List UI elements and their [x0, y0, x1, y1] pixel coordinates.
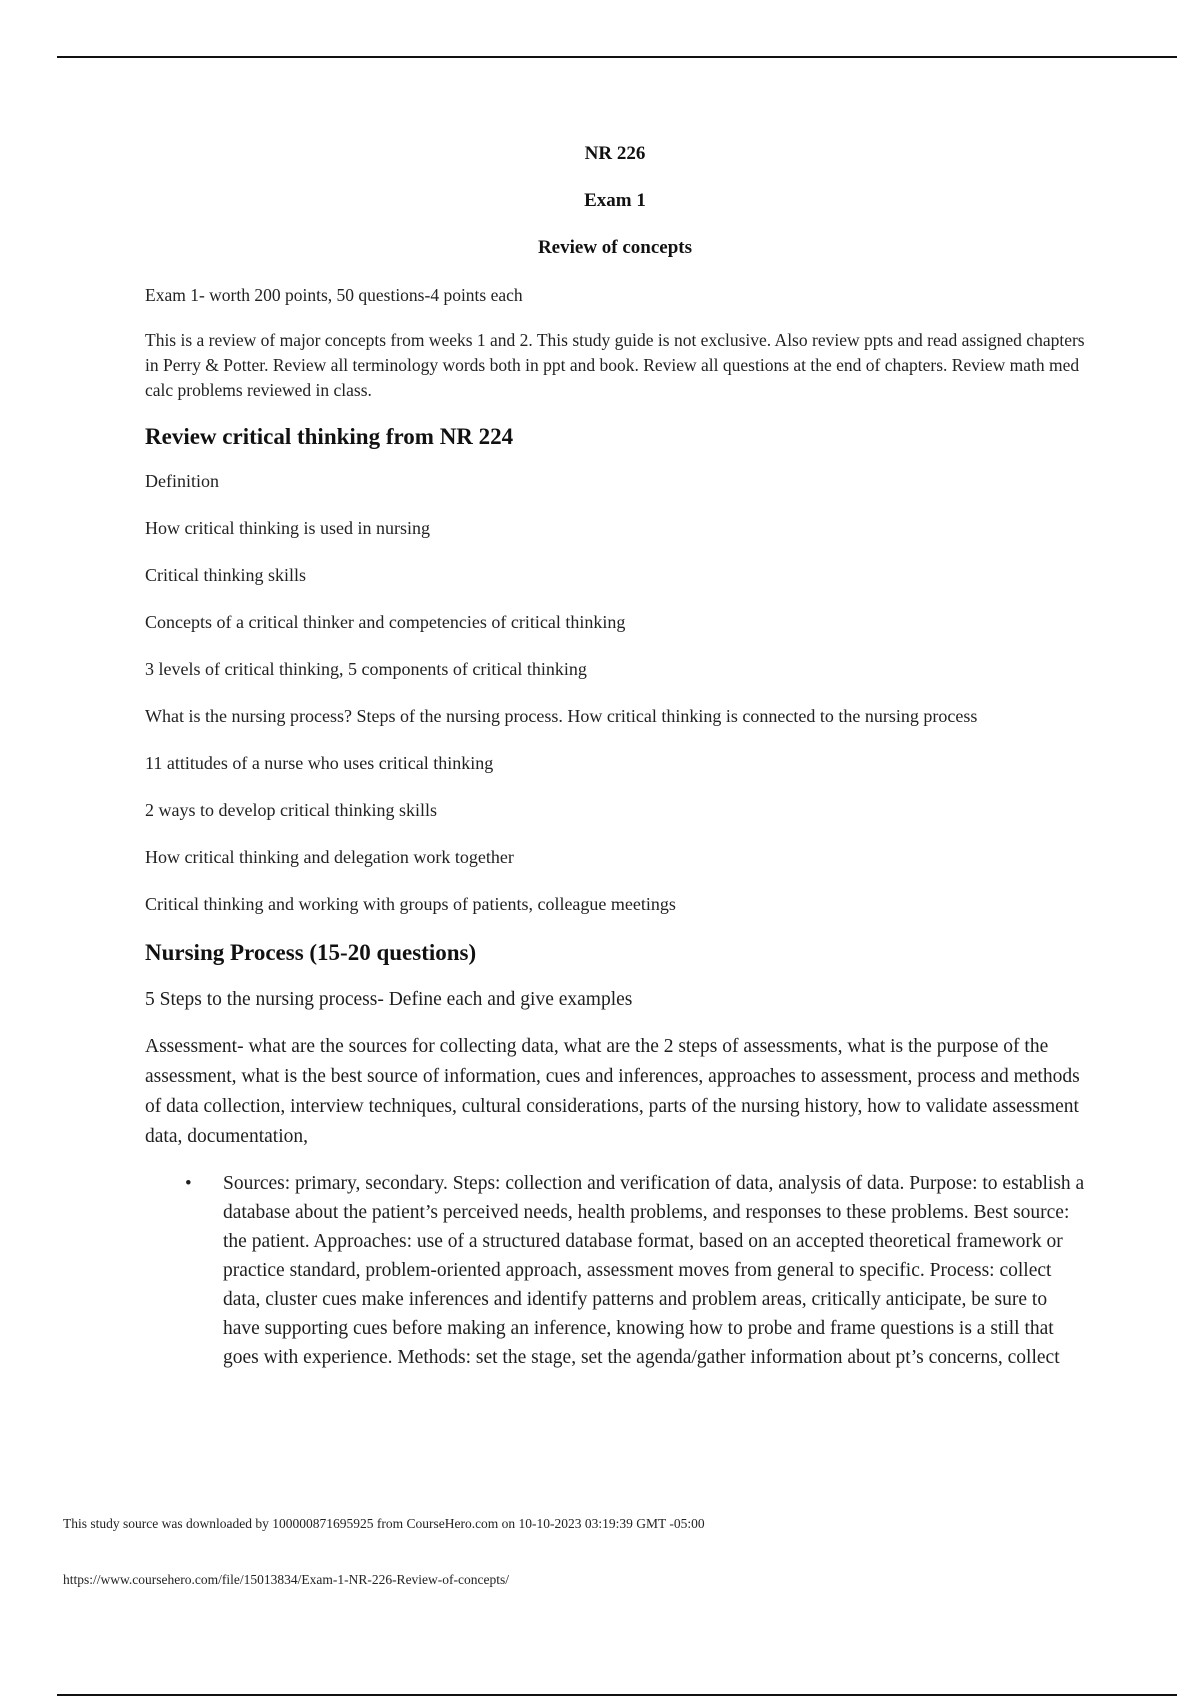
assessment-paragraph: Assessment- what are the sources for collecting data, what are the 2 steps of assessments, what is the purpose of the assessment, what is the best source of information, cues and inferences, approaches to assessment, process and methods of data collection, interview techniques, cultural considerations, parts of the nursing history, how to validate assessment data, documentation,: [145, 1036, 1080, 1147]
bullet-text: Sources: primary, secondary. Steps: collection and verification of data, analysis of data. Purpose: to establish a database about the patient’s perceived needs, health problems, and responses to these problems. Best source: the patient. Approaches: use of a structured database format, based on an accepted theoretical framework or practice standard, problem-oriented approach, assessment moves from general to specific. Process: collect data, cluster cues make inferences and identify patterns and problem areas, critically anticipate, be sure to have supporting cues before making an inference, knowing how to probe and frame questions is a still that goes with experience. Methods: set the stage, set the agenda/gather information about pt’s concerns, collect: [223, 1173, 1085, 1368]
intro-description: This is a review of major concepts from weeks 1 and 2. This study guide is not exclusive. Also review ppts and read assigned chapters in Perry & Potter. Review all terminology words both in ppt and book. Review all questions at the end of chapters. Review math med calc problems reviewed in class.: [145, 330, 1085, 400]
list-item: Critical thinking skills: [145, 565, 306, 585]
list-item: Critical thinking and working with groups of patients, colleague meetings: [145, 894, 676, 914]
list-item: 2 ways to develop critical thinking skills: [145, 800, 437, 820]
source-url[interactable]: https://www.coursehero.com/file/15013834/Exam-1-NR-226-Review-of-concepts/: [63, 1572, 510, 1587]
section-heading-critical-thinking: Review critical thinking from NR 224: [145, 424, 514, 449]
list-item: 11 attitudes of a nurse who uses critical thinking: [145, 753, 494, 773]
list-item: How critical thinking and delegation work together: [145, 847, 514, 867]
bottom-rule: [57, 1694, 1177, 1696]
list-item: What is the nursing process? Steps of the nursing process. How critical thinking is connected to the nursing process: [145, 706, 978, 726]
exam-worth: Exam 1- worth 200 points, 50 questions-4 points each: [145, 285, 523, 305]
list-item: 3 levels of critical thinking, 5 components of critical thinking: [145, 659, 587, 679]
list-item: Definition: [145, 471, 219, 491]
list-item: Concepts of a critical thinker and competencies of critical thinking: [145, 612, 626, 632]
review-subtitle: Review of concepts: [537, 237, 693, 258]
document-body: [145, 142, 1085, 1372]
assessment-bullet-list: [145, 1169, 1085, 1372]
top-rule: [57, 56, 1177, 58]
bullet-icon: •: [185, 1173, 192, 1194]
section-heading-nursing-process: Nursing Process (15-20 questions): [145, 940, 477, 965]
exam-title: Exam 1: [584, 190, 646, 211]
bullet-item: [185, 1169, 1085, 1372]
list-item: How critical thinking is used in nursing: [145, 518, 430, 538]
download-note: This study source was downloaded by 100000871695925 from CourseHero.com on 10-10-2023 03:19:39 GMT -05:00: [63, 1516, 705, 1531]
nursing-steps: 5 Steps to the nursing process- Define each and give examples: [145, 989, 633, 1010]
course-title: NR 226: [584, 143, 646, 164]
